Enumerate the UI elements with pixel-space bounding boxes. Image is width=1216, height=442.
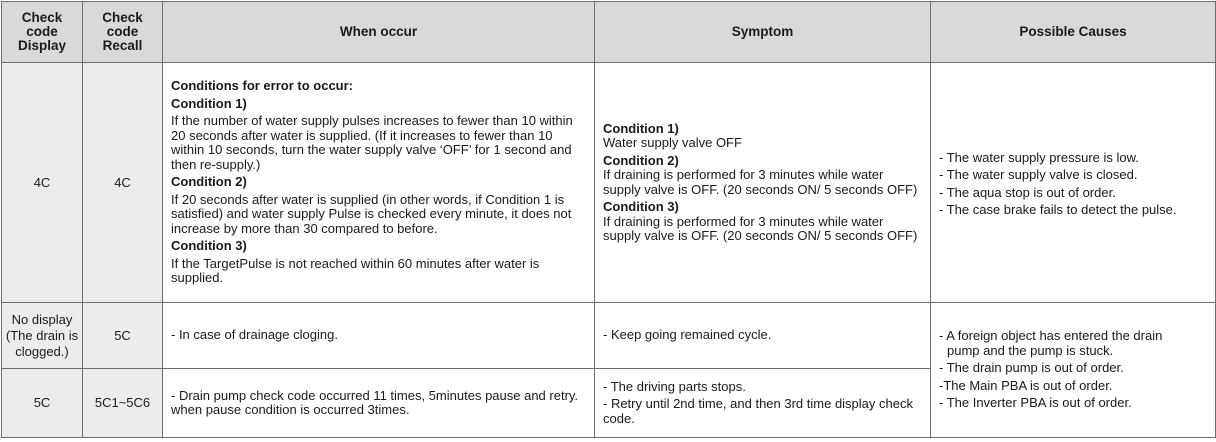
cause-item: - The Inverter PBA is out of order. <box>939 395 1132 411</box>
display-no-display-label: No display <box>11 311 73 327</box>
cell-causes-5c <box>931 303 1216 438</box>
cell-when-4c <box>163 63 595 303</box>
symptom-condition1-title: Condition 1) <box>603 120 679 136</box>
when-condition3-title: Condition 3) <box>171 238 247 254</box>
header-display: Check code Display <box>2 2 83 63</box>
cause-item: - The aqua stop is out of order. <box>939 184 1116 200</box>
cell-recall-5c1-5c6: 5C1~5C6 <box>83 369 163 438</box>
when-condition3-text: If the TargetPulse is not reached within 60 minutes after water is supplied. <box>171 255 540 286</box>
cell-when-drain-pump: - Drain pump check code occurred 11 times, 5minutes pause and retry. when pause condition is occurred 3times. <box>163 369 595 438</box>
symptom-condition3-title: Condition 3) <box>603 199 679 214</box>
cause-item: - The water supply valve is closed. <box>939 167 1138 182</box>
symptom-condition2-title: Condition 2) <box>603 152 679 168</box>
cause-item: - The drain pump is out of order. <box>939 360 1124 376</box>
cell-display-no-display <box>2 303 83 369</box>
cause-item: - The case brake fails to detect the pulse. <box>939 202 1177 217</box>
header-symptom: Symptom <box>595 2 931 63</box>
cell-causes-4c <box>931 63 1216 303</box>
check-code-table <box>1 1 1216 438</box>
symptom-item: - The driving parts stops. <box>603 378 746 394</box>
table-row <box>2 303 1216 369</box>
header-causes: Possible Causes <box>931 2 1216 63</box>
cause-item: - The water supply pressure is low. <box>939 149 1139 165</box>
when-condition1-title: Condition 1) <box>171 95 247 111</box>
cell-recall-5c: 5C <box>83 303 163 369</box>
cause-item-continued: pump and the pump is stuck. <box>947 342 1114 358</box>
cell-symptom-4c <box>595 63 931 303</box>
header-when: When occur <box>163 2 595 63</box>
display-drain-clogged-label: (The drain is clogged.) <box>5 327 79 359</box>
cell-symptom-keep-going: - Keep going remained cycle. <box>595 303 931 369</box>
cell-display-4c: 4C <box>2 63 83 303</box>
symptom-condition3-text: If draining is performed for 3 minutes while water supply valve is OFF. (20 seconds ON/ 5 seconds OFF) <box>603 213 918 243</box>
when-title: Conditions for error to occur: <box>171 78 353 94</box>
cell-display-5c: 5C <box>2 369 83 438</box>
header-row <box>2 2 1216 63</box>
header-recall: Check code Recall <box>83 2 163 63</box>
symptom-item: - Retry until 2nd time, and then 3rd time display check code. <box>603 396 913 426</box>
table-row <box>2 63 1216 303</box>
cause-item: - A foreign object has entered the drain <box>939 328 1163 344</box>
when-condition2-title: Condition 2) <box>171 174 247 190</box>
cell-recall-4c: 4C <box>83 63 163 303</box>
cell-when-drain-clog: - In case of drainage cloging. <box>163 303 595 369</box>
when-condition2-text: If 20 seconds after water is supplied (in other words, if Condition 1 is satisfied) and water supply Pulse is checked every minute, it does not increase by more than 30 compared to before. <box>171 191 572 236</box>
cause-item: -The Main PBA is out of order. <box>939 377 1113 393</box>
symptom-condition1-text: Water supply valve OFF <box>603 135 742 150</box>
symptom-condition2-text: If draining is performed for 3 minutes while water supply valve is OFF. (20 seconds ON/ 5 seconds OFF) <box>603 167 918 197</box>
cell-symptom-driving-parts <box>595 369 931 438</box>
when-condition1-text: If the number of water supply pulses increases to fewer than 10 within 20 seconds after water is supplied. (If it increases to fewer than 10 within 10 seconds, turn the water supply valve ‘OFF’ for 1 second and then re-supply.) <box>171 113 573 172</box>
